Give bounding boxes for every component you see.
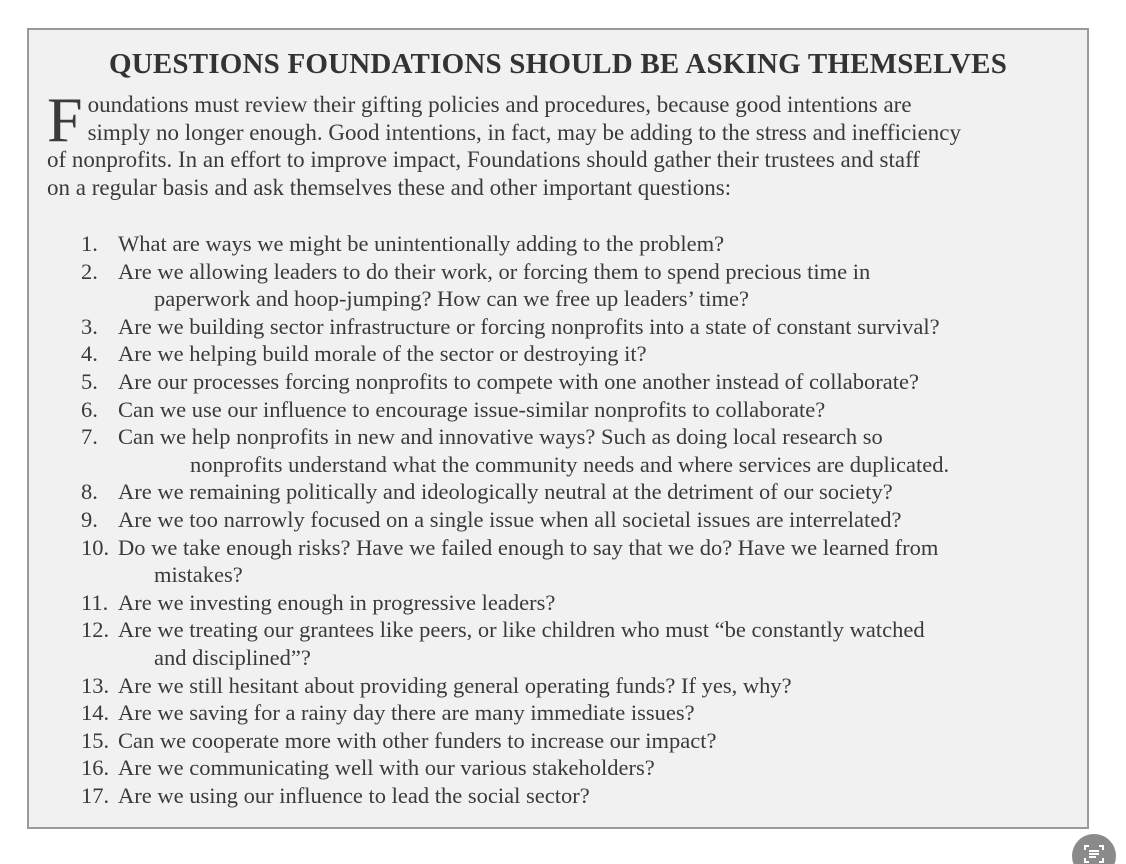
list-item: [81, 616, 1081, 671]
item-text: Are we using our influence to lead the social sector?: [118, 782, 590, 808]
item-number: 5.: [81, 368, 98, 394]
questions-panel: [27, 28, 1089, 829]
scan-text-button[interactable]: [1072, 834, 1116, 864]
item-number: 6.: [81, 396, 98, 422]
list-item: [81, 396, 1081, 424]
item-number: 2.: [81, 258, 98, 284]
item-text: Are we too narrowly focused on a single issue when all societal issues are interrelated?: [118, 506, 902, 532]
list-item: [81, 699, 1081, 727]
item-number: 14.: [81, 700, 110, 726]
list-item: [81, 589, 1081, 617]
list-item: [81, 313, 1081, 341]
item-number: 17.: [81, 782, 110, 808]
list-item: [81, 258, 1081, 313]
scan-text-icon: [1082, 842, 1106, 864]
item-number: 1.: [81, 231, 98, 256]
intro-line: on a regular basis and ask themselves these and other important questions:: [47, 174, 732, 200]
item-number: 8.: [81, 479, 98, 505]
list-item: [81, 534, 1081, 589]
intro-line: simply no longer enough. Good intentions, in fact, may be adding to the stress and inefficiency: [87, 119, 961, 145]
item-text: Are we saving for a rainy day there are many immediate issues?: [118, 700, 695, 726]
item-text: Are we remaining politically and ideologically neutral at the detriment of our society?: [118, 479, 893, 505]
item-text: Are we communicating well with our various stakeholders?: [118, 755, 655, 781]
item-number: 9.: [81, 506, 98, 532]
intro-line: oundations must review their gifting policies and procedures, because good intentions are: [87, 92, 912, 117]
item-number: 11.: [81, 589, 109, 615]
drop-cap: F: [47, 84, 83, 155]
item-text: Are we helping build morale of the sector or destroying it?: [118, 341, 647, 367]
list-item: [81, 340, 1081, 368]
item-text: Can we cooperate more with other funders to increase our impact?: [118, 727, 717, 753]
item-number: 13.: [81, 672, 110, 698]
list-item: [81, 754, 1081, 782]
item-text: Are we allowing leaders to do their work, or forcing them to spend precious time in: [118, 258, 871, 284]
item-text-continued: nonprofits understand what the community needs and where services are duplicated.: [190, 451, 950, 477]
list-item: [81, 478, 1081, 506]
list-item: [81, 782, 1081, 810]
list-item: [81, 230, 1081, 258]
item-text: Are we treating our grantees like peers, or like children who must “be constantly watched: [118, 617, 925, 643]
list-item: [81, 506, 1081, 534]
list-item: [81, 368, 1081, 396]
item-text: Can we help nonprofits in new and innovative ways? Such as doing local research so: [118, 424, 883, 450]
list-item: [81, 672, 1081, 700]
item-text-continued: and disciplined”?: [154, 644, 311, 670]
item-text: What are ways we might be unintentionally adding to the problem?: [118, 231, 725, 256]
list-item: [81, 423, 1081, 478]
item-text-continued: paperwork and hoop-jumping? How can we free up leaders’ time?: [154, 286, 749, 312]
intro-line: of nonprofits. In an effort to improve impact, Foundations should gather their trustees and staff: [47, 147, 920, 172]
questions-list: [81, 230, 1081, 809]
item-number: 16.: [81, 755, 110, 781]
intro-paragraph: [47, 84, 1077, 201]
item-number: 12.: [81, 617, 110, 643]
item-text: Can we use our influence to encourage issue-similar nonprofits to collaborate?: [118, 396, 826, 422]
item-number: 3.: [81, 313, 98, 339]
item-text-continued: mistakes?: [154, 562, 243, 588]
item-text: Are our processes forcing nonprofits to compete with one another instead of collaborate?: [118, 368, 919, 394]
item-text: Are we still hesitant about providing general operating funds? If yes, why?: [118, 672, 792, 698]
item-text: Are we building sector infrastructure or forcing nonprofits into a state of constant survival?: [118, 313, 940, 339]
item-number: 10.: [81, 534, 110, 560]
list-item: [81, 727, 1081, 755]
item-text: Do we take enough risks? Have we failed enough to say that we do? Have we learned from: [118, 534, 939, 560]
item-number: 15.: [81, 727, 110, 753]
item-number: 7.: [81, 424, 98, 450]
item-text: Are we investing enough in progressive leaders?: [118, 589, 556, 615]
item-number: 4.: [81, 341, 98, 367]
panel-title: QUESTIONS FOUNDATIONS SHOULD BE ASKING THEMSELVES: [108, 48, 1008, 80]
